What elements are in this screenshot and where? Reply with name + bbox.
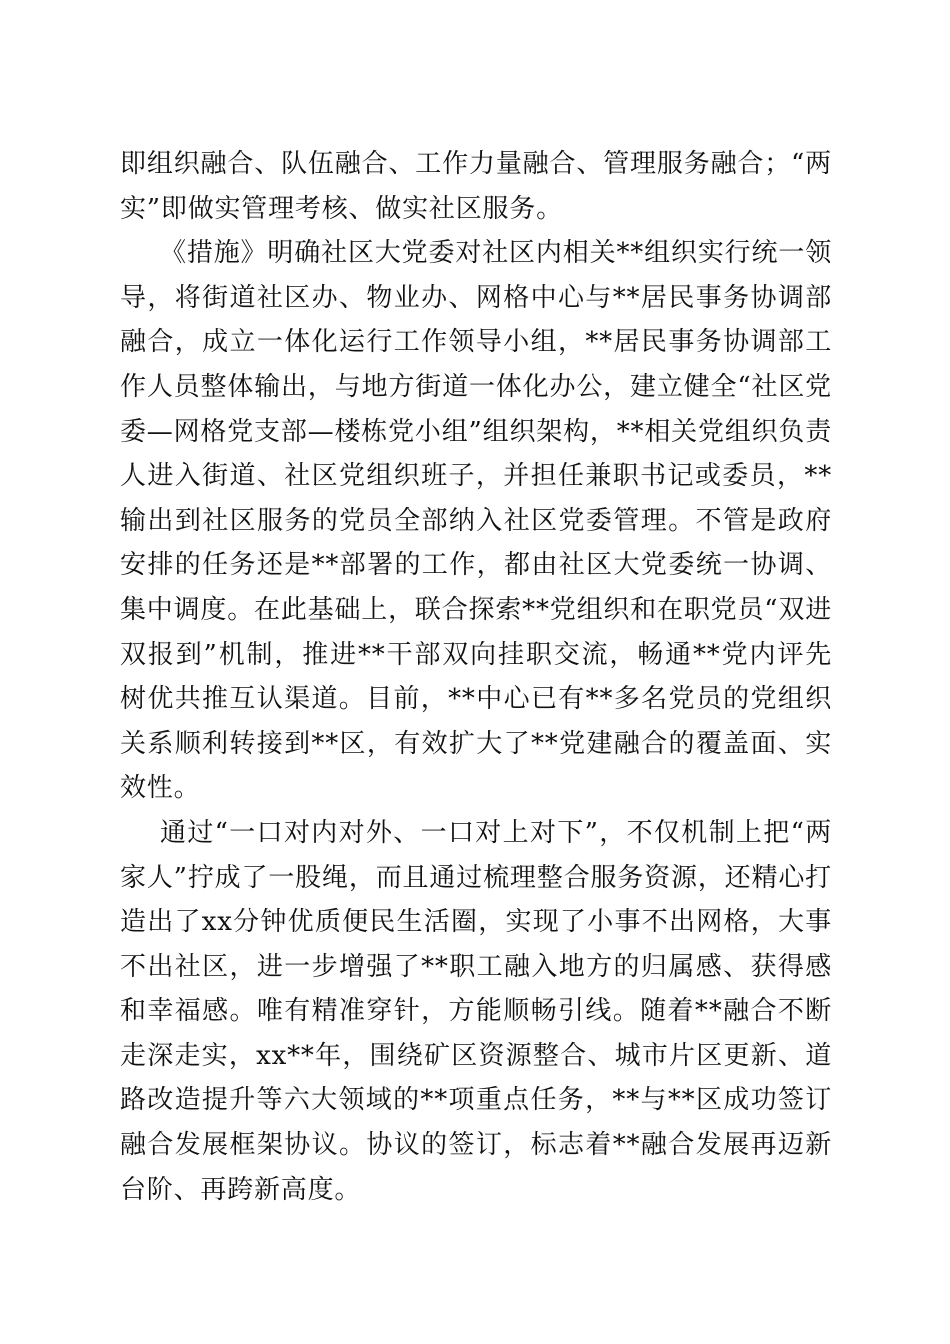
- paragraph-measures: 《措施》明确社区大党委对社区内相关**组织实行统一领导，将街道社区办、物业办、网格中心与**居民事务协调部融合，成立一体化运行工作领导小组，**居民事务协调部工作人员整体输出，与地方街道一体化办公，建立健全“社区党委—网格党支部—楼栋党小组”组织架构，**相关党组织负责人进入街道、社区党组织班子，并担任兼职书记或委员，**输出到社区服务的党员全部纳入社区党委管理。不管是政府安排的任务还是**部署的工作，都由社区大党委统一协调、集中调度。在此基础上，联合探索**党组织和在职党员“双进双报到”机制，推进**干部双向挂职交流，畅通**党内评先树优共推互认渠道。目前，**中心已有**多名党员的党组织关系顺利转接到**区，有效扩大了**党建融合的覆盖面、实效性。: [120, 238, 832, 804]
- paragraph-continuation: 即组织融合、队伍融合、工作力量融合、管理服务融合；“两实”即做实管理考核、做实社区服务。: [120, 149, 832, 224]
- paragraph-results: 通过“一口对内对外、一口对上对下”，不仅机制上把“两家人”拧成了一股绳，而且通过梳理整合服务资源，还精心打造出了xx分钟优质便民生活圈，实现了小事不出网格，大事不出社区，进一步增强了**职工融入地方的归属感、获得感和幸福感。唯有精准穿针，方能顺畅引线。随着**融合不断走深走实，xx**年，围绕矿区资源整合、城市片区更新、道路改造提升等六大领域的**项重点任务，**与**区成功签订融合发展框架协议。协议的签订，标志着**融合发展再迈新台阶、再跨新高度。: [120, 817, 832, 1205]
- document-body: [120, 142, 832, 1212]
